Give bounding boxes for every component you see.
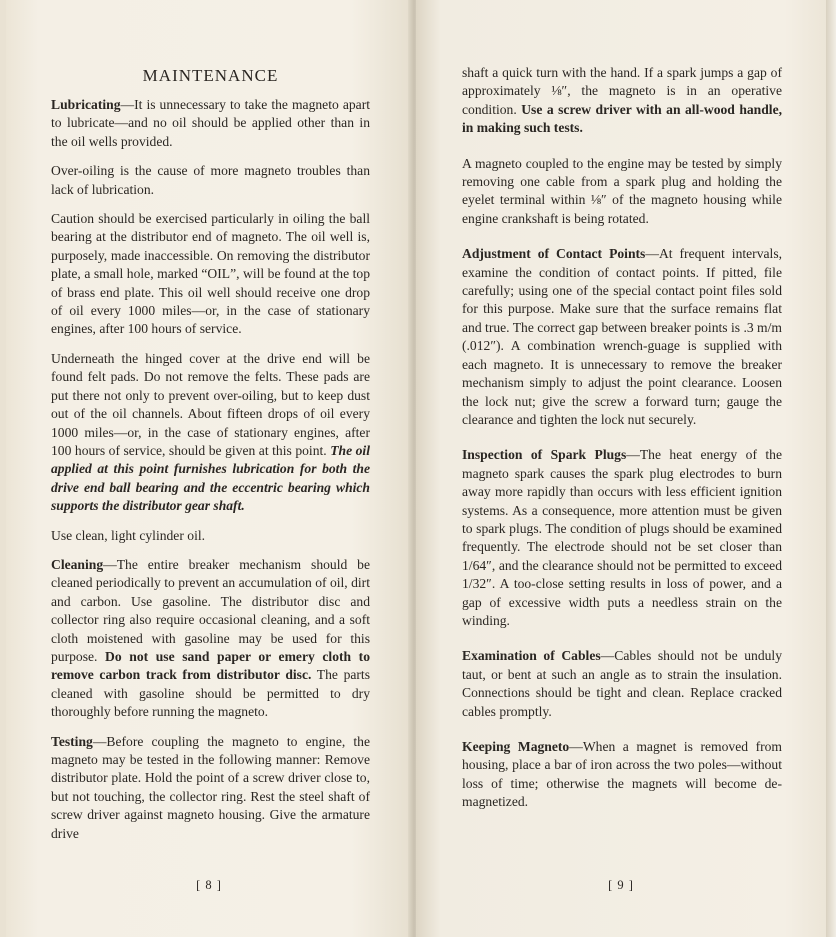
page-9 bbox=[416, 0, 826, 937]
page-number-right: [ 9 ] bbox=[608, 878, 634, 892]
section-label-cleaning: Cleaning bbox=[51, 556, 104, 572]
felt-pads-text: Underneath the hinged cover at the drive end will be found felt pads. Do not remove the felts. These pads are put there not only to prevent over-oiling, but to keep dust out of the oil channels. About fifteen drops of oil every 1000 miles—or, in the case of stationary engines, after 100 hours of service, should be given at this point. bbox=[51, 350, 370, 458]
page-edge bbox=[826, 0, 836, 937]
paragraph-testing-continued bbox=[462, 64, 782, 138]
paragraph-examination bbox=[462, 647, 782, 721]
testing-text: —Before coupling the magneto to engine, the magneto may be tested in the following manner: Remove distributor plate. Hold the point of a screw driver close to, but not touching, the collector ring. Rest the steel shaft of screw driver against magneto housing. Give the armature drive bbox=[51, 733, 370, 841]
cleaning-warning: Do not use sand paper or emery cloth to remove carbon track from distributor disc. bbox=[51, 648, 370, 683]
page-8 bbox=[6, 0, 412, 937]
testing-warning: Use a screw driver with an all-wood handle, in making such tests. bbox=[462, 101, 783, 136]
section-label-keeping: Keeping Magneto bbox=[462, 739, 570, 754]
paragraph-coupled: A magneto coupled to the engine may be tested by simply removing one cable from a spark plug and holding the eyelet terminal within ⅛″ of the magneto housing while engine crankshaft is being rotated. bbox=[462, 155, 782, 226]
examination-text: —Cables should not be unduly taut, or bent at such an angle as to strain the insulation. Connections should be tight and clean. Replace cracked cables promptly. bbox=[462, 648, 782, 719]
paragraph-adjustment bbox=[462, 245, 782, 429]
paragraph-felt-pads bbox=[51, 350, 370, 516]
paragraph-overoiling: Over-oiling is the cause of more magneto troubles than lack of lubrication. bbox=[51, 163, 370, 197]
section-label-testing: Testing bbox=[51, 733, 93, 749]
section-label-adjustment: Adjustment of Contact Points bbox=[462, 246, 646, 262]
cleaning-text: —The entire breaker mechanism should be cleaned periodically to prevent an accumulation of oil, dirt and carbon. Use gasoline. The distributor disc and collector ring also require occasional cleaning, and a soft cloth moistened with gasoline may be used for this purpose. bbox=[51, 556, 370, 664]
paragraph-inspection bbox=[462, 446, 782, 630]
felt-pads-emphasis: The oil applied at this point furnishes lubrication for both the drive end ball bearing and the eccentric bearing which supports the distributor gear shaft. bbox=[51, 442, 370, 514]
paragraph-keeping bbox=[462, 738, 782, 812]
cleaning-after: The parts cleaned with gasoline should be permitted to dry thoroughly before running the magneto. bbox=[51, 667, 370, 720]
paragraph-lubricating bbox=[51, 96, 370, 151]
paragraph-use-oil: Use clean, light cylinder oil. bbox=[51, 527, 206, 543]
adjustment-text: —At frequent intervals, examine the condition of contact points. If pitted, file carefully; using one of the special contact point files sold for this purpose. Make sure that the surface remains flat and true. The correct gap between breaker points is .3 m/m (.012″). A combination wrench-guage is supplied with each magneto. It is unnecessary to remove the breaker mechanism simply to adjust the point clearance. Loosen the lock nut; give the screw a forward turn; gauge the clearance and tighten the lock nut securely. bbox=[462, 246, 783, 427]
section-label-examination: Examination of Cables bbox=[462, 648, 601, 664]
testing-continued-text: shaft a quick turn with the hand. If a spark jumps a gap of approximately ⅛″, the magneto is in an operative condition. bbox=[462, 65, 782, 117]
keeping-text: —When a magnet is removed from housing, place a bar of iron across the two poles—without loss of time; otherwise the magnets will become de-magnetized. bbox=[462, 739, 783, 810]
paragraph-caution: Caution should be exercised particularly in oiling the ball bearing at the distributor end of magneto. The oil well is, purposely, made inaccessible. On removing the distributor plate, a small hole, marked “OIL”, will be found at the top of brass end plate. This oil well should receive one drop of oil every 1000 miles—or, in the case of stationary engines, after 100 hours of service. bbox=[51, 211, 370, 337]
paragraph-cleaning bbox=[51, 556, 370, 722]
page-number-left: [ 8 ] bbox=[196, 878, 222, 892]
section-label-lubricating: Lubricating bbox=[51, 97, 121, 112]
lubricating-text: —It is unnecessary to take the magneto apart to lubricate—and no oil should be applied other than in the oil wells provided. bbox=[51, 97, 370, 149]
section-label-inspection: Inspection of Spark Plugs bbox=[462, 447, 627, 463]
paragraph-testing bbox=[51, 733, 370, 843]
inspection-text: —The heat energy of the magneto spark causes the spark plug electrodes to burn away more rapidly than occurs with less efficient ignition systems. As a consequence, more attention must be given to spark plugs. The condition of plugs should be examined frequently. The electrode should not be set closer than 1/64″, and the clearance should not be permitted to exceed 1/32″. A too-close setting results in loss of power, and a gap of excessive width puts a needless strain on the winding. bbox=[462, 447, 782, 628]
page-heading: MAINTENANCE bbox=[142, 66, 279, 85]
